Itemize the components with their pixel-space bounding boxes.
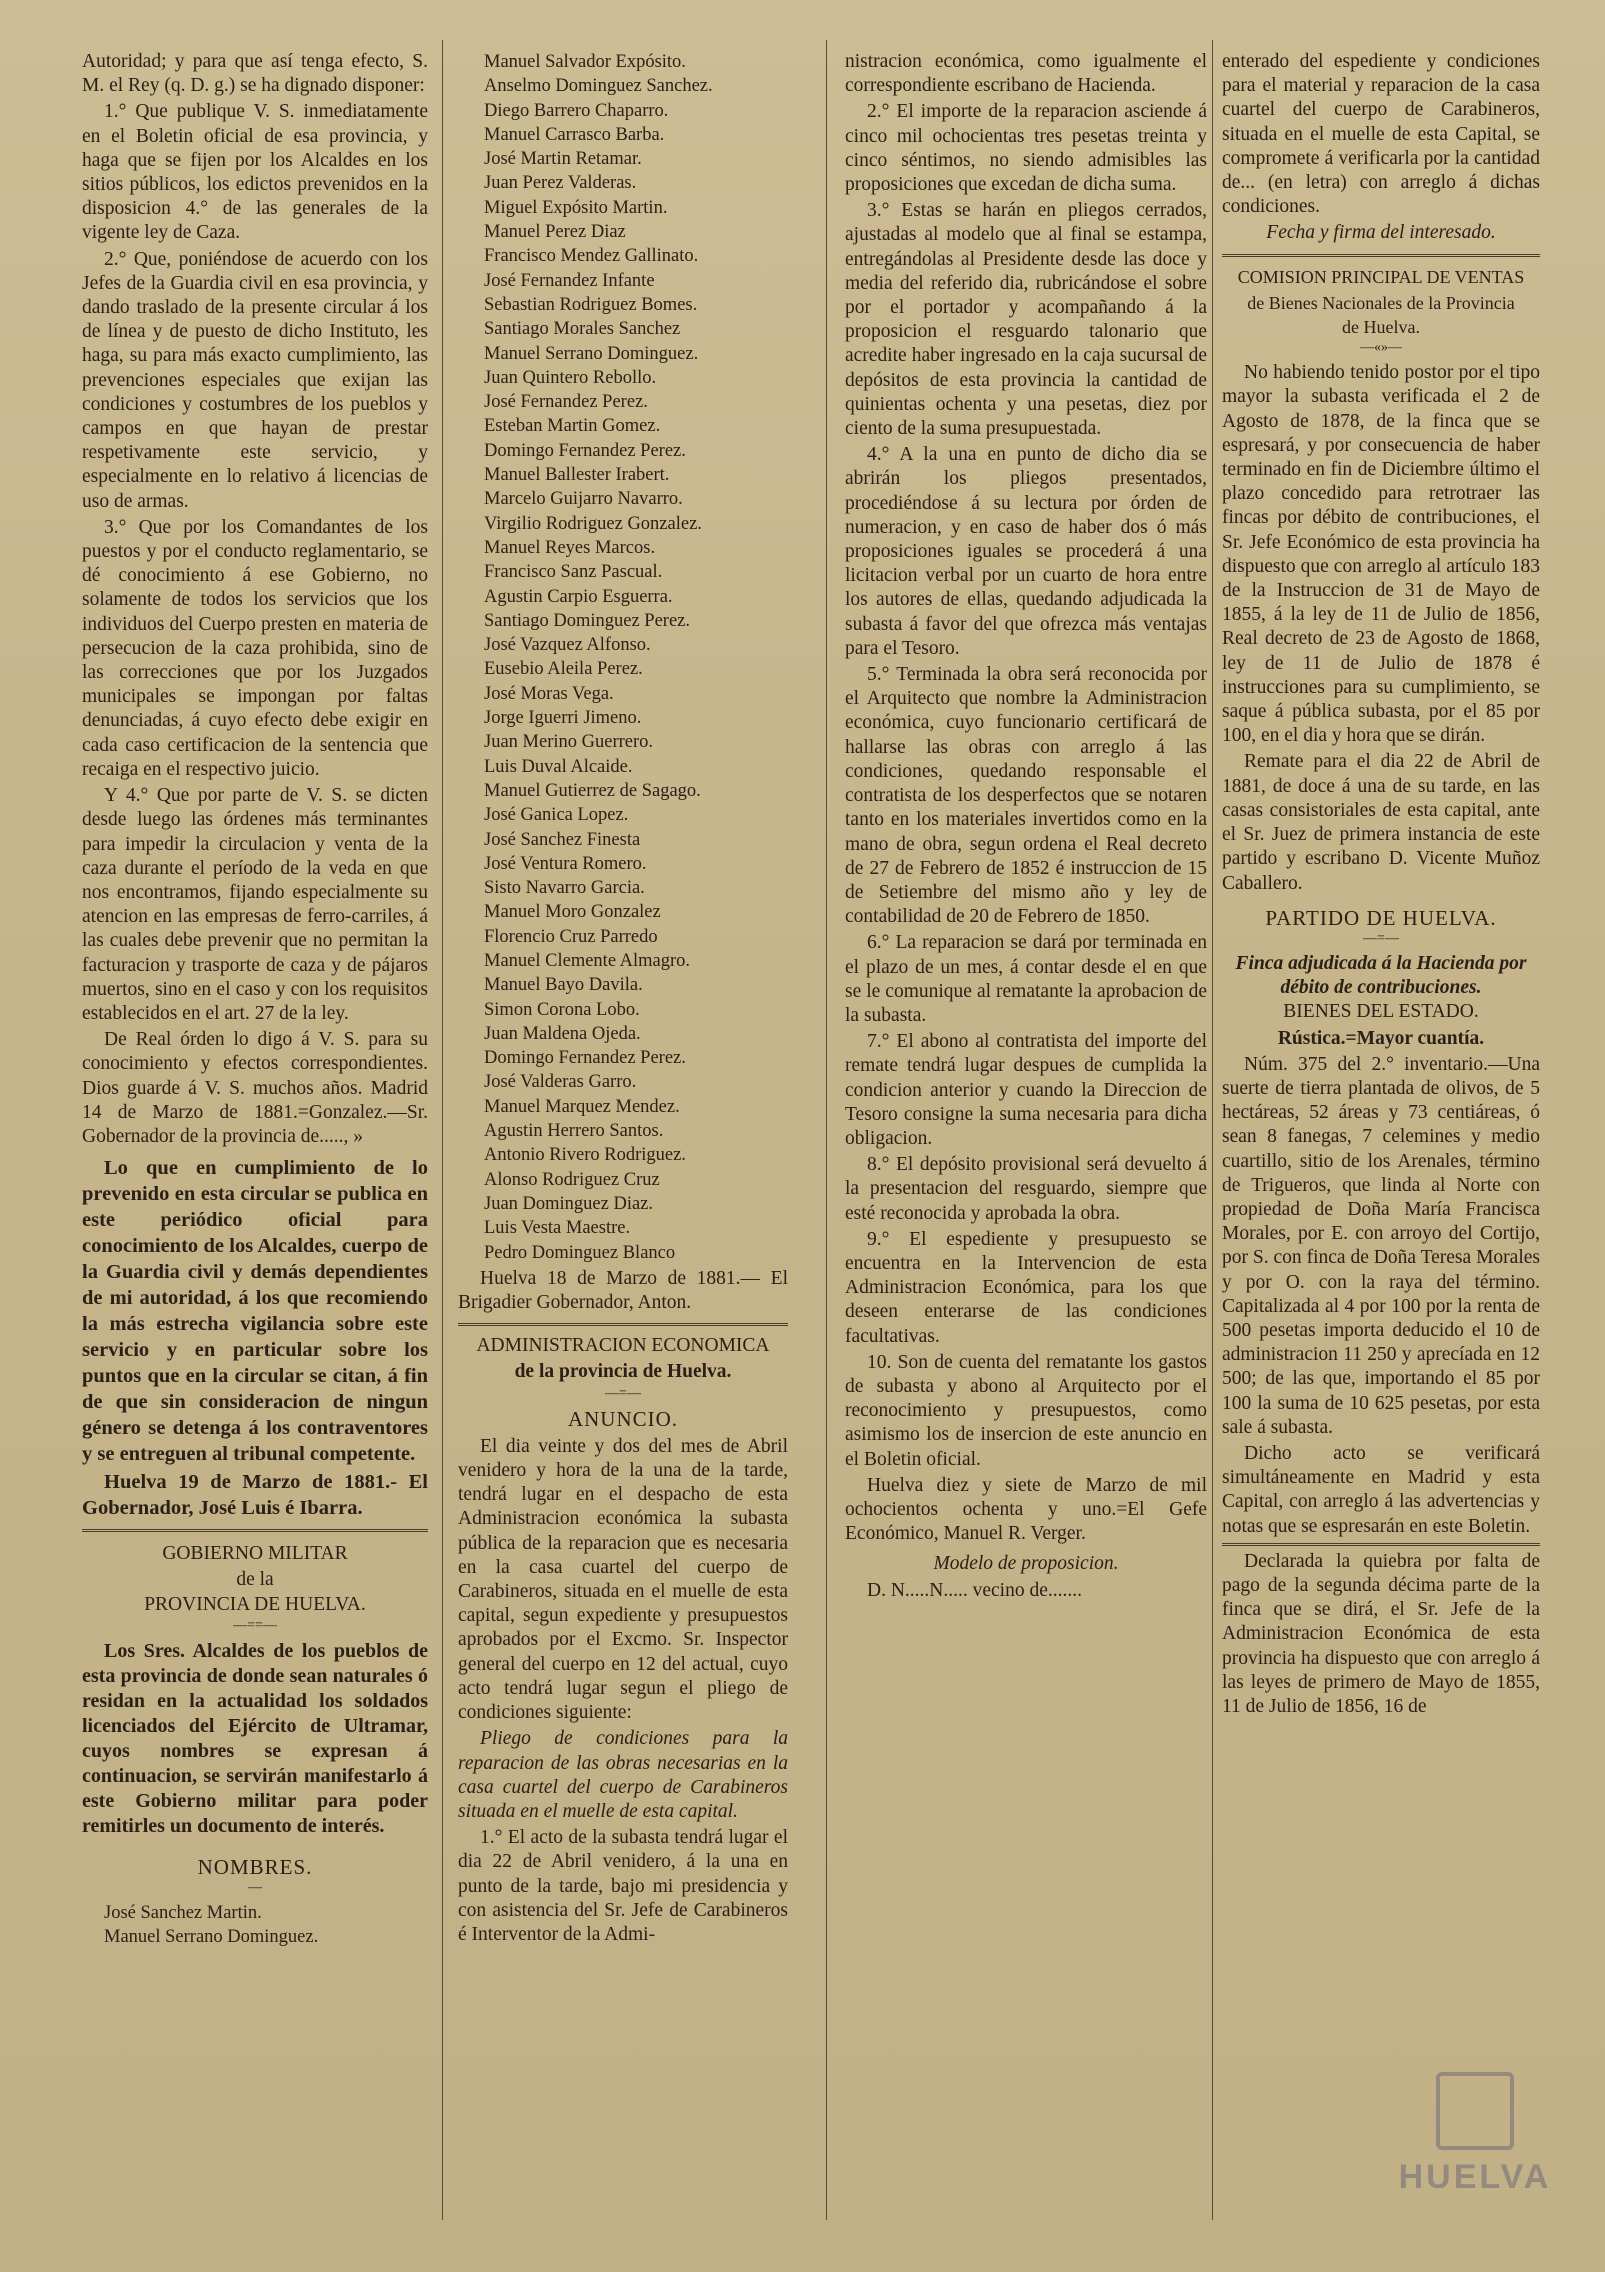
section-heading: NOMBRES. (197, 1854, 313, 1879)
list-item: Manuel Ballester Irabert. (484, 465, 670, 486)
signature: Huelva 18 de Marzo de 1881.— El Brigadier Gobernador, Anton. (458, 1267, 788, 1314)
ornament: —=— (605, 1385, 641, 1401)
list-item: Alonso Rodriguez Cruz (484, 1169, 660, 1190)
paragraph: 1.° El acto de la subasta tendrá lugar el dia 22 de Abril venidero, á la una en punto de la tarde, bajo mi presidencia y con asistencia del Sr. Jefe de Carabineros é Interventor de la Admi- (458, 1827, 788, 1945)
paragraph: 10. Son de cuenta del rematante los gastos de subasta y abono al Arquitecto por el reconocimiento y presupuestos, como asimismo los de insercion de este anuncio en el Boletin oficial. (845, 1351, 1207, 1470)
section-heading: PROVINCIA DE HUELVA. (144, 1593, 366, 1615)
paragraph: enterado del espediente y condiciones para el material y reparacion de la casa cuartel del cuerpo de Carabineros, situada en el muelle de esta Capital, se compromete á verificarla por la cantidad de... (en letra) con arreglo á dichas condiciones. (1222, 51, 1540, 218)
paragraph: Lo que en cumplimiento de lo prevenido en esta circular se publica en este periódico oficial para conocimiento de los Alcaldes, cuerpo de la Guardia civil y demás dependientes de mi autoridad, á los que recomiendo la más estrecha vigilancia sobre este servicio y en particular sobre los puntos que en la circular se citan, á fin de que sin consideracion de ningun género se detenga á los contraventores y se entreguen al tribunal competente. (82, 1157, 428, 1466)
names-list (458, 50, 788, 1265)
list-item: José Ventura Romero. (484, 853, 647, 874)
divider (1222, 254, 1540, 257)
watermark-text: HUELVA (1398, 2158, 1552, 2196)
section-heading: GOBIERNO MILITAR (162, 1543, 348, 1565)
paragraph: 5.° Terminada la obra será reconocida por el Arquitecto que nombre la Administracion económica, cuyo funcionario certificará de hallarse las obras con arreglo á las condiciones, quedando responsable el contratista de los desperfectos que se notaren tanto en los materiales invertidos como en la mano de obra, segun ordena el Real decreto de 27 de Febrero de 1852 é instruccion de 15 de Setiembre del mismo año y ley de contabilidad de 20 de Febrero de 1850. (845, 664, 1207, 928)
paragraph: Y 4.° Que por parte de V. S. se dicten desde luego las órdenes más terminantes para impedir la circulacion y venta de la caza durante el período de la veda en que nos encontramos, fijando especialmente su atencion en las empresas de ferro-carriles, á las cuales debe prevenir que no permitan la facturacion y trasporte de caza y de pájaros muertos, sino en el caso y con los requisitos establecidos en el art. 27 de la ley. (82, 785, 428, 1024)
list-item: José Vazquez Alfonso. (484, 635, 651, 656)
archive-watermark (1385, 2072, 1565, 2222)
list-item: Manuel Clemente Almagro. (484, 950, 691, 971)
paragraph: D. N.....N..... vecino de....... (867, 1579, 1083, 1601)
section-heading: Rústica.=Mayor cuantía. (1277, 1027, 1485, 1049)
divider (458, 1323, 788, 1326)
shield-icon (1436, 2072, 1514, 2150)
list-item: Antonio Rivero Rodriguez. (484, 1145, 686, 1166)
section-heading: PARTIDO DE HUELVA. (1265, 905, 1497, 930)
list-item: José Ganica Lopez. (484, 805, 629, 826)
list-item: Manuel Bayo Davila. (484, 975, 643, 996)
column-3 (845, 50, 1207, 2250)
paragraph: 6.° La reparacion se dará por terminada en el plazo de un mes, á contar desde el en que se le comunique al rematante la aprobacion de la subasta. (845, 932, 1207, 1026)
list-item: José Valderas Garro. (484, 1072, 637, 1093)
paragraph: Los Sres. Alcaldes de los pueblos de esta provincia de donde sean naturales ó residan en la actualidad los soldados licenciados del Ejército de Ultramar, cuyos nombres se expresan á continuacion, se servirán manifestarlo á este Gobierno militar para poder remitirles un documento de interés. (82, 1639, 428, 1837)
paragraph: 1.° Que publique V. S. inmediatamente en el Boletin oficial de esa provincia, y haga que se fijen por los Alcaldes en los sitios públicos, los edictos prevenidos en la disposicion 4.° de las generales de la vigente ley de Caza. (82, 101, 428, 244)
paragraph: El dia veinte y dos del mes de Abril venidero y hora de la una de la tarde, tendrá lugar en el despacho de esta Administracion económica la subasta pública de la reparacion que es necesaria en la casa cuartel del cuerpo de Carabineros, situada en el muelle de esta capital, segun expediente y presupuestos aprobados por el Excmo. Sr. Inspector general del cuerpo en 12 del actual, cuyo acto tendrá lugar segun el pliego de condiciones siguiente: (458, 1435, 788, 1724)
list-item: Luis Duval Alcaide. (484, 756, 633, 777)
divider (1222, 1543, 1540, 1546)
paragraph: Huelva diez y siete de Marzo de mil ochocientos ochenta y uno.=El Gefe Económico, Manuel R. Verger. (845, 1474, 1207, 1545)
paragraph: Fecha y firma del interesado. (1266, 222, 1496, 244)
section-heading: de Bienes Nacionales de la Provincia de Huelva. (1247, 292, 1515, 338)
list-item: José Martin Retamar. (484, 149, 642, 170)
list-item: Manuel Marquez Mendez. (484, 1096, 680, 1117)
list-item: Manuel Gutierrez de Sagago. (484, 780, 701, 801)
list-item: Sebastian Rodriguez Bomes. (484, 294, 698, 315)
list-item: Agustin Herrero Santos. (484, 1121, 664, 1142)
list-item: Juan Quintero Rebollo. (484, 367, 657, 388)
list-item: Manuel Salvador Expósito. (484, 52, 686, 72)
ornament: —«»— (1360, 340, 1402, 356)
list-item: Manuel Serrano Dominguez. (104, 1927, 319, 1948)
list-item: Diego Barrero Chaparro. (484, 100, 669, 121)
list-item: Domingo Fernandez Perez. (484, 440, 686, 461)
list-item: Francisco Sanz Pascual. (484, 562, 663, 583)
list-item: Domingo Fernandez Perez. (484, 1048, 686, 1069)
section-heading: ANUNCIO. (567, 1406, 679, 1431)
signature: Huelva 19 de Marzo de 1881.- El Gobernador, José Luis é Ibarra. (82, 1471, 428, 1520)
paragraph: Autoridad; y para que así tenga efecto, S. M. el Rey (q. D. g.) se ha dignado disponer: (82, 51, 428, 97)
ornament: —=— (1363, 930, 1399, 946)
list-item: Santiago Morales Sanchez (484, 319, 681, 340)
list-item: Anselmo Dominguez Sanchez. (484, 76, 713, 97)
column-4 (1222, 50, 1540, 2250)
paragraph: 9.° El espediente y presupuesto se encuentra en la Intervencion de esta Administracion Económica, para los que deseen enterarse de las condiciones facultativas. (845, 1228, 1207, 1347)
list-item: Juan Dominguez Diaz. (484, 1193, 654, 1214)
list-item: Pedro Dominguez Blanco (484, 1242, 676, 1263)
paragraph: 4.° A la una en punto de dicho dia se abrirán los pliegos presentados, procediéndose á su lectura por órden de numeracion, y en caso de haber dos ó más proposiciones iguales se procederá á una licitacion verbal por un cuarto de hora entre los autores de ellas, quedando adjudicada la subasta á favor del que ofrezca más ventajas para el Tesoro. (845, 444, 1207, 659)
list-item: Manuel Reyes Marcos. (484, 537, 656, 558)
list-item: Manuel Perez Diaz (484, 222, 626, 243)
list-item: Luis Vesta Maestre. (484, 1218, 631, 1239)
paragraph: 2.° Que, poniéndose de acuerdo con los Jefes de la Guardia civil en esa provincia, y dando traslado de la presente circular á los de línea y de puesto de dicho Instituto, les haga, su para más exacto cumplimiento, las prevenciones especiales que exijan las condiciones y costumbres de los pueblos y campos en que hayan de prestar respetivamente este servicio, y especialmente en lo relativo á licencias de uso de armas. (82, 248, 428, 512)
list-item: Juan Maldena Ojeda. (484, 1023, 641, 1044)
column-rule (1212, 40, 1213, 2220)
paragraph: 7.° El abono al contratista del importe del remate tendrá lugar despues de cumplida la condicion anterior y cuando la Direccion de Tesoro consigne la suma necesaria para dicha obligacion. (845, 1031, 1207, 1149)
list-item: Jorge Iguerri Jimeno. (484, 708, 642, 729)
list-item: Agustin Carpio Esguerra. (484, 586, 673, 607)
section-heading: de la provincia de Huelva. (514, 1361, 732, 1383)
list-item: Florencio Cruz Parredo (484, 926, 658, 947)
list-item: Francisco Mendez Gallinato. (484, 246, 699, 267)
list-item: Juan Merino Guerrero. (484, 732, 654, 753)
section-heading: Modelo de proposicion. (933, 1553, 1119, 1575)
list-item: José Fernandez Perez. (484, 392, 648, 413)
names-list (82, 1901, 428, 1950)
column-2 (458, 50, 788, 2250)
list-item: Sisto Navarro Garcia. (484, 878, 645, 899)
list-item: José Fernandez Infante (484, 270, 655, 291)
ornament: —==— (233, 1617, 277, 1633)
list-item: Esteban Martin Gomez. (484, 416, 661, 437)
paragraph: 3.° Estas se harán en pliegos cerrados, ajustadas al modelo que al final se estampa, entregándolas al Presidente desde las doce y media del referido dia, rubricándose el sobre por el portador y acompañando á la proposicion el resguardo talonario que acredite haber ingresado en la caja sucursal de depósitos de esta provincia la cantidad de quinientas ochenta y una pesetas, diez por ciento de la suma presupuestada. (845, 200, 1207, 440)
list-item: Simon Corona Lobo. (484, 999, 640, 1020)
paragraph: nistracion económica, como igualmente el correspondiente escribano de Hacienda. (845, 51, 1207, 97)
column-1 (82, 50, 428, 2250)
paragraph: 8.° El depósito provisional será devuelto á la presentacion del resguardo, siempre que esté reconocida y aprobada la obra. (845, 1154, 1207, 1224)
list-item: José Sanchez Martin. (104, 1902, 262, 1923)
list-item: Manuel Carrasco Barba. (484, 124, 665, 145)
list-item: Juan Perez Valderas. (484, 173, 637, 194)
paragraph: Núm. 375 del 2.° inventario.—Una suerte de tierra plantada de olivos, de 5 hectáreas, 52 áreas y 73 centiáreas, ó sean 8 fanegas, 7 celemines y medio cuartillo, sitio de los Arenales, término de Trigueros, que linda al Norte con propiedad de Doña María Francisca Morales, por E. con arroyo del Cortijo, por S. con finca de Doña Teresa Morales y por O. con la raya del término. Capitalizada al 4 por 100 por la renta de 500 pesetas importa deducido el 10 de administracion 11 250 y aprecíada en 12 500; de las que, importando el 85 por 100 la suma de 10 625 pesetas, por esta sale á subasta. (1222, 1053, 1540, 1438)
section-heading: ADMINISTRACION ECONOMICA (476, 1335, 770, 1357)
list-item: Marcelo Guijarro Navarro. (484, 489, 683, 510)
list-item: José Sanchez Finesta (484, 829, 641, 850)
paragraph: No habiendo tenido postor por el tipo mayor la subasta verificada el 2 de Agosto de 1878, de la finca que se espresará, y por consecuencia de haber terminado en fin de Diciembre último el plazo concedido para retrotraer las fincas por débito de contribuciones, el Sr. Jefe Económico de esta provincia ha dispuesto que con arreglo al artículo 183 de la Instruccion de 31 de Mayo de 1855, á la ley de 11 de Julio de 1856, Real decreto de 23 de Agosto de 1868, ley de 11 de Julio de 1878 é instrucciones para su cumplimiento, se saque á pública subasta, por el 85 por 100, en el dia y hora que se dirán. (1222, 362, 1540, 747)
list-item: José Moras Vega. (484, 683, 614, 704)
paragraph: Remate para el dia 22 de Abril de 1881, de doce á una de su tarde, en las casas consistoriales de esta capital, ante el Sr. Juez de primera instancia de este partido y escribano D. Vicente Muñoz Caballero. (1222, 751, 1540, 894)
list-item: Manuel Moro Gonzalez (484, 902, 661, 923)
section-heading: COMISION PRINCIPAL DE VENTAS (1237, 266, 1525, 287)
paragraph: Declarada la quiebra por falta de pago de la segunda décima parte de la finca que se dirá, el Sr. Jefe de la Administracion Económica de esta provincia ha dispuesto que con arreglo á las leyes de primero de Mayo de 1855, 11 de Julio de 1856, 16 de (1222, 1550, 1540, 1717)
paragraph: 2.° El importe de la reparacion asciende á cinco mil ochocientas tres pesetas treinta y cinco séntimos, no siendo admisibles las proposiciones que excedan de dicha suma. (845, 101, 1207, 196)
list-item: Santiago Dominguez Perez. (484, 610, 691, 631)
section-heading: de la (236, 1569, 274, 1591)
list-item: Manuel Serrano Dominguez. (484, 343, 699, 364)
paragraph: Pliego de condiciones para la reparacion de las obras necesarias en la casa cuartel del cuerpo de Carabineros situada en el muelle de esta capital. (458, 1728, 788, 1822)
ornament: — (248, 1879, 262, 1895)
list-item: Virgilio Rodriguez Gonzalez. (484, 513, 702, 534)
list-item: Eusebio Aleila Perez. (484, 659, 643, 680)
paragraph: 3.° Que por los Comandantes de los puestos y por el conducto reglamentario, se dé conocimiento á ese Gobierno, no solamente de todos los servicios que los individuos del Cuerpo presten en materia de persecucion de la caza prohibida, sino de las correcciones que por los Juzgados municipales se impongan por faltas denunciadas, á cuyo efecto debe exigir en cada caso certificacion de la sentencia que recaiga en el respectivo juicio. (82, 516, 428, 780)
paragraph: Dicho acto se verificará simultáneamente en Madrid y esta Capital, con arreglo á las advertencias y notas que se espresarán en este Boletin. (1222, 1442, 1540, 1537)
paragraph: De Real órden lo digo á V. S. para su conocimiento y efectos correspondientes. Dios guarde á V. S. muchos años. Madrid 14 de Marzo de 1881.=Gonzalez.—Sr. Gobernador de la provincia de....., » (82, 1029, 428, 1147)
section-heading: BIENES DEL ESTADO. (1283, 1001, 1479, 1023)
section-heading: Finca adjudicada á la Hacienda por débito de contribuciones. (1235, 952, 1527, 999)
column-rule (442, 40, 443, 2220)
divider (82, 1529, 428, 1532)
list-item: Miguel Expósito Martin. (484, 197, 668, 218)
column-rule (826, 40, 827, 2220)
